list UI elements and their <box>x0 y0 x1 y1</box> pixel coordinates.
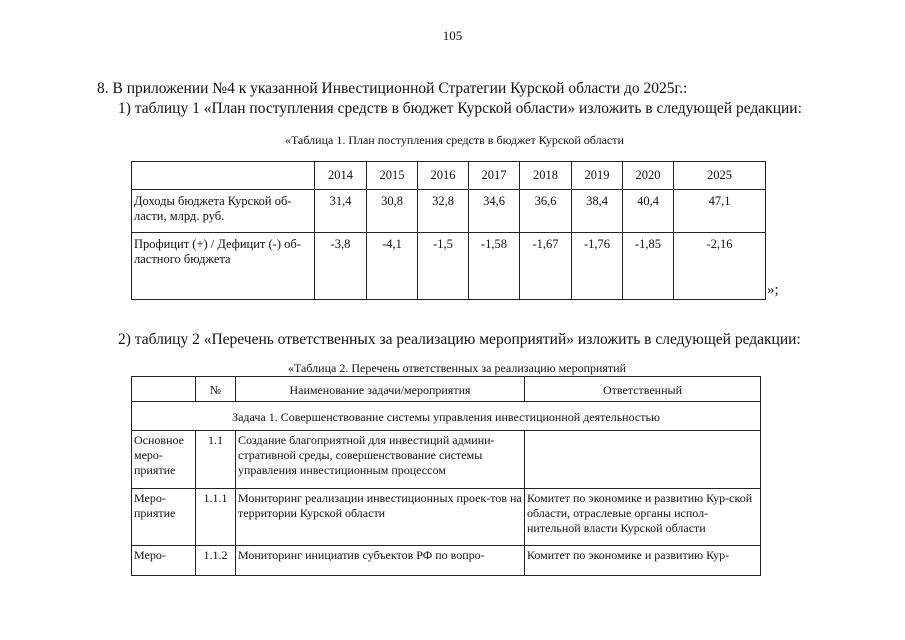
value-cell: -2,16 <box>674 233 766 300</box>
year-header: 2017 <box>469 162 520 190</box>
page-number: 105 <box>442 28 463 43</box>
value-cell: 47,1 <box>674 190 766 233</box>
value-cell: 31,4 <box>315 190 367 233</box>
table2-responsible-list <box>131 376 761 576</box>
value-cell: 34,6 <box>469 190 520 233</box>
value-cell: 32,8 <box>418 190 469 233</box>
column-header: № <box>196 377 236 402</box>
table1-budget-plan <box>131 161 766 300</box>
year-header: 2014 <box>315 162 367 190</box>
row-label: Доходы бюджета Курской об-ласти, млрд. руб. <box>132 190 315 233</box>
table-row <box>132 546 761 576</box>
year-header: 2025 <box>674 162 766 190</box>
year-header: 2019 <box>572 162 623 190</box>
item-8-2-paragraph: 2) таблицу 2 «Перечень ответственных за реализацию мероприятий» изложить в следующей редакции: <box>118 331 801 348</box>
measure-name-cell: Мониторинг инициатив субъектов РФ по вопро- <box>236 546 525 576</box>
task-heading: Задача 1. Совершенствование системы управления инвестиционной деятельностью <box>132 402 761 431</box>
value-cell: 38,4 <box>572 190 623 233</box>
measure-type-cell: Меро-приятие <box>132 489 196 546</box>
table1-row-revenue <box>132 190 766 233</box>
table-row <box>132 489 761 546</box>
column-header: Ответственный <box>525 377 761 402</box>
item-8-1-paragraph: 1) таблицу 1 «План поступления средств в бюджет Курской области» изложить в следующей редакции: <box>118 100 802 117</box>
column-header: Наименование задачи/мероприятия <box>236 377 525 402</box>
responsible-cell <box>525 431 761 489</box>
table2-header-row <box>132 377 761 402</box>
value-cell: -1,67 <box>520 233 572 300</box>
measure-name-cell: Мониторинг реализации инвестиционных проек-тов на территории Курской области <box>236 489 525 546</box>
year-header: 2020 <box>623 162 674 190</box>
value-cell: -1,76 <box>572 233 623 300</box>
table2-caption: «Таблица 2. Перечень ответственных за реализацию мероприятий <box>288 361 627 375</box>
value-cell: -3,8 <box>315 233 367 300</box>
table2-task-row <box>132 402 761 431</box>
table1-caption: «Таблица 1. План поступления средств в бюджет Курской области <box>285 133 624 147</box>
measure-name-cell: Создание благоприятной для инвестиций админи-стративной среды, совершенствование системы управления инвестиционным процессом <box>236 431 525 489</box>
year-header: 2016 <box>418 162 469 190</box>
value-cell: 30,8 <box>367 190 418 233</box>
value-cell: 40,4 <box>623 190 674 233</box>
value-cell: -1,85 <box>623 233 674 300</box>
year-header: 2018 <box>520 162 572 190</box>
value-cell: -1,5 <box>418 233 469 300</box>
measure-number-cell: 1.1.1 <box>196 489 236 546</box>
value-cell: -4,1 <box>367 233 418 300</box>
item-8-paragraph: 8. В приложении №4 к указанной Инвестиционной Стратегии Курской области до 2025г.: <box>97 80 688 97</box>
row-label: Профицит (+) / Дефицит (-) об-ластного бюджета <box>132 233 315 300</box>
year-header: 2015 <box>367 162 418 190</box>
measure-number-cell: 1.1.2 <box>196 546 236 576</box>
table1-closing-mark: »; <box>767 282 779 298</box>
measure-type-cell: Меро- <box>132 546 196 576</box>
table1-row-surplus-deficit <box>132 233 766 300</box>
measure-number-cell: 1.1 <box>196 431 236 489</box>
column-header <box>132 377 196 402</box>
responsible-cell: Комитет по экономике и развитию Кур-ской области, отраслевые органы испол-нительной власти Курской области <box>525 489 761 546</box>
table-row <box>132 431 761 489</box>
value-cell: -1,58 <box>469 233 520 300</box>
responsible-cell: Комитет по экономике и развитию Кур- <box>525 546 761 576</box>
value-cell: 36,6 <box>520 190 572 233</box>
table1-corner-cell <box>132 162 315 190</box>
measure-type-cell: Основное меро-приятие <box>132 431 196 489</box>
table1-header-row <box>132 162 766 190</box>
